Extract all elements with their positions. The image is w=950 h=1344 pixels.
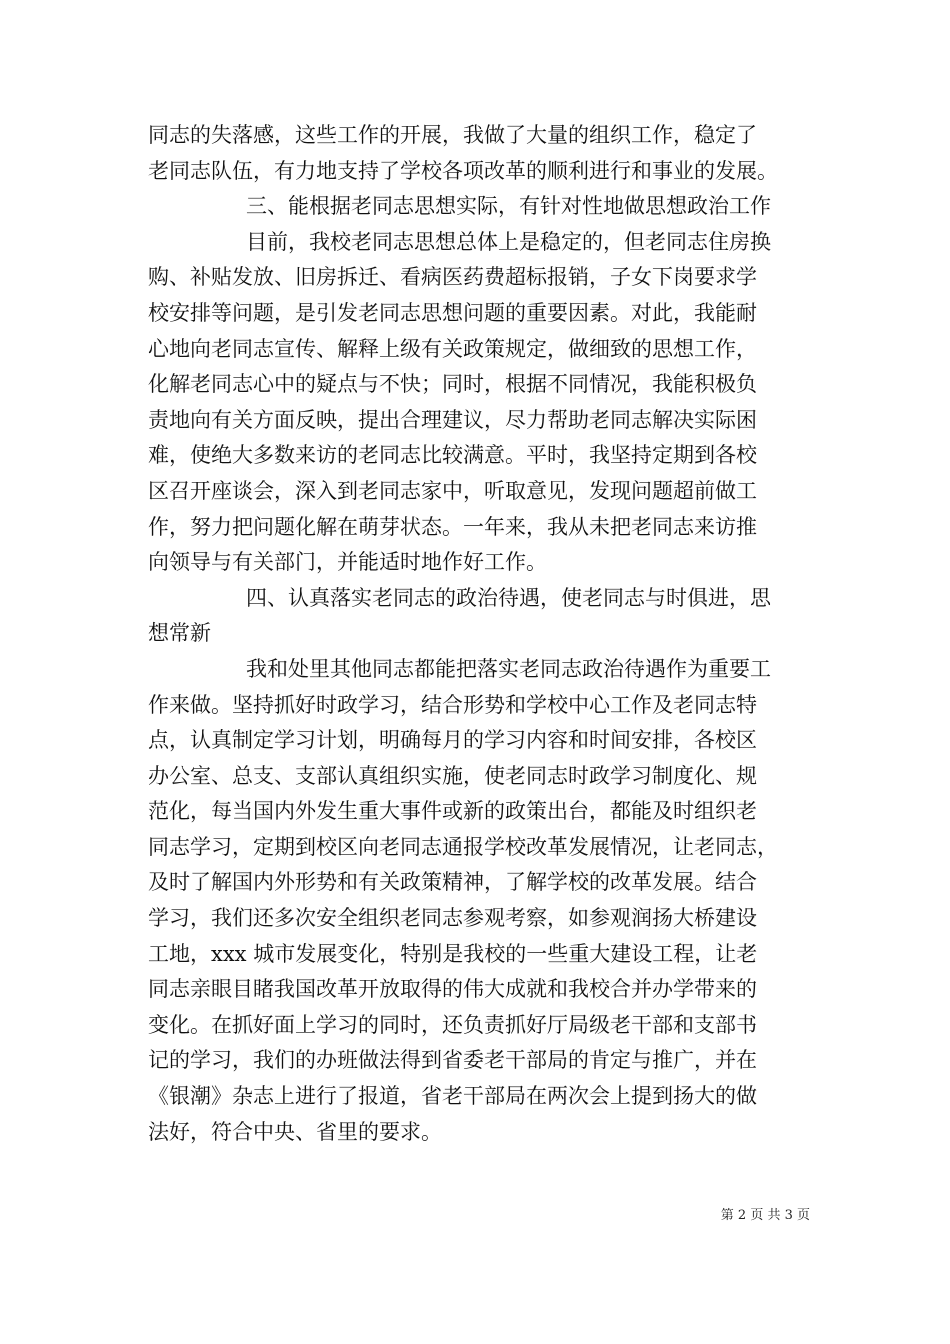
section-heading-4: 四、认真落实老同志的政治待遇，使老同志与时俱进，思 [246,585,771,610]
text-line: 学习，我们还多次安全组织老同志参观考察，如参观润扬大桥建设 [148,906,757,931]
text-line: 及时了解国内外形势和有关政策精神，了解学校的改革发展。结合 [148,870,757,895]
paragraph-start: 我和处里其他同志都能把落实老同志政治待遇作为重要工 [246,656,771,681]
text-line: 同志的失落感，这些工作的开展，我做了大量的组织工作，稳定了 [148,123,757,147]
text-line: 作来做。坚持抓好时政学习，结合形势和学校中心工作及老同志特 [148,692,757,717]
text-line: 办公室、总支、支部认真组织实施，使老同志时政学习制度化、规 [148,763,757,788]
text-line: 《银潮》杂志上进行了报道，省老干部局在两次会上提到扬大的做 [148,1084,757,1109]
text-line: 范化，每当国内外发生重大事件或新的政策出台，都能及时组织老 [148,799,757,824]
text-line: 老同志队伍，有力地支持了学校各项改革的顺利进行和事业的发展。 [148,158,778,183]
text-line: 变化。在抓好面上学习的同时，还负责抓好厅局级老干部和支部书 [148,1012,757,1037]
text-line: 法好，符合中央、省里的要求。 [148,1119,442,1144]
text-line: 作，努力把问题化解在萌芽状态。一年来，我从未把老同志来访推 [148,514,757,539]
text-line: 购、补贴发放、旧房拆迁、看病医药费超标报销，子女下岗要求学 [148,265,757,290]
page-number: 第 2 页 共 3 页 [720,1208,810,1223]
section-heading-4-cont: 想常新 [148,621,211,646]
paragraph-start: 目前，我校老同志思想总体上是稳定的，但老同志住房换 [246,229,771,254]
document-body [148,118,808,1150]
text-line: 同志亲眼目睹我国改革开放取得的伟大成就和我校合并办学带来的 [148,977,757,1002]
text-line: 向领导与有关部门，并能适时地作好工作。 [148,550,547,575]
text-line: 工地，xxx 城市发展变化，特别是我校的一些重大建设工程，让老 [148,941,758,966]
text-line: 区召开座谈会，深入到老同志家中，听取意见，发现问题超前做工 [148,478,757,503]
text-line: 难，使绝大多数来访的老同志比较满意。平时，我坚持定期到各校 [148,443,757,468]
text-line: 记的学习，我们的办班做法得到省委老干部局的肯定与推广，并在 [148,1048,757,1073]
text-line: 心地向老同志宣传、解释上级有关政策规定，做细致的思想工作， [148,336,757,361]
text-line: 同志学习，定期到校区向老同志通报学校改革发展情况，让老同志， [148,834,778,859]
text-line: 点，认真制定学习计划，明确每月的学习内容和时间安排，各校区 [148,728,757,753]
text-line: 化解老同志心中的疑点与不快；同时，根据不同情况，我能积极负 [148,372,757,397]
section-heading-3: 三、能根据老同志思想实际，有针对性地做思想政治工作 [246,194,771,219]
text-line: 校安排等问题，是引发老同志思想问题的重要因素。对此，我能耐 [148,300,757,325]
text-line: 责地向有关方面反映，提出合理建议，尽力帮助老同志解决实际困 [148,407,757,432]
